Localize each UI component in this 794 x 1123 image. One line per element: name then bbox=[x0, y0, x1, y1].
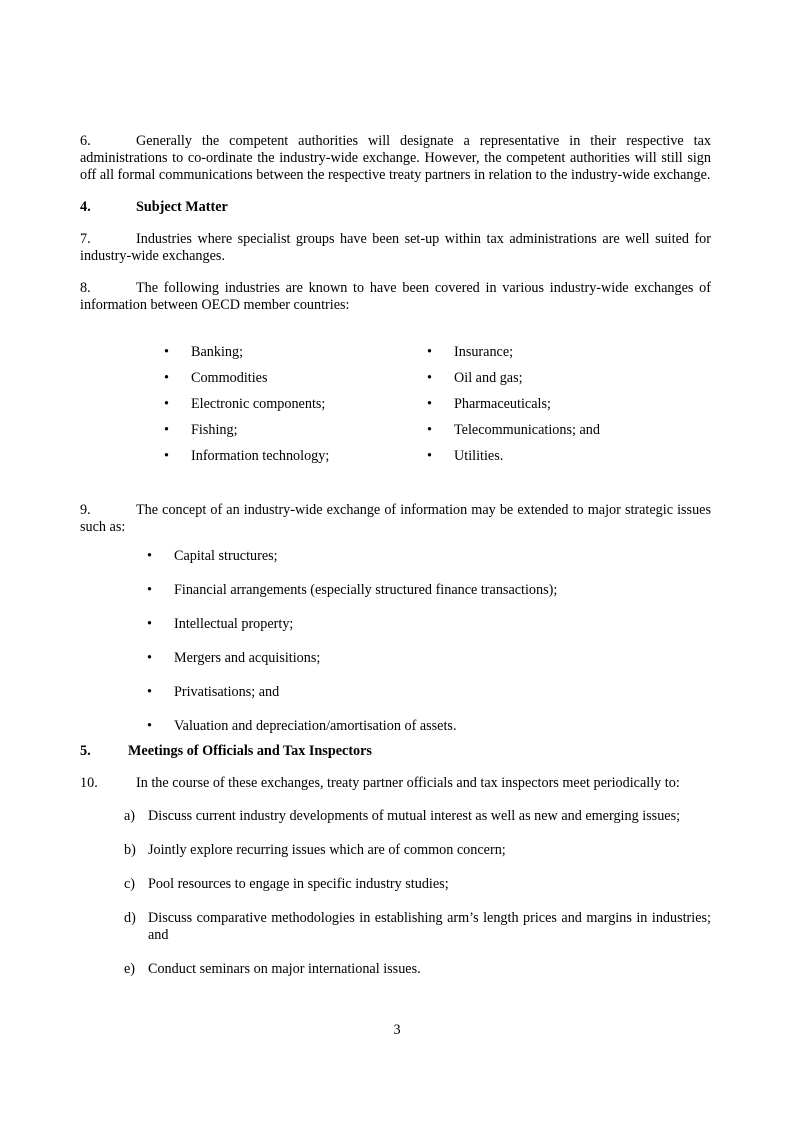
paragraph-8 bbox=[80, 280, 711, 314]
item-letter: c) bbox=[124, 876, 136, 892]
list-item bbox=[124, 961, 711, 978]
paragraph-number: 9. bbox=[80, 502, 91, 518]
bullet-icon: • bbox=[427, 344, 432, 360]
item-text: Discuss current industry developments of mutual interest as well as new and emerging issues; bbox=[148, 808, 681, 824]
bullet-icon: • bbox=[427, 370, 432, 386]
list-item bbox=[147, 548, 711, 582]
item-letter: e) bbox=[124, 961, 136, 977]
list-item bbox=[164, 396, 427, 422]
list-item bbox=[427, 396, 600, 422]
bullet-icon: • bbox=[147, 582, 152, 598]
industry-label: Utilities. bbox=[454, 448, 504, 464]
paragraph-9 bbox=[80, 502, 711, 536]
paragraph-text: In the course of these exchanges, treaty partner officials and tax inspectors meet periodically to: bbox=[136, 775, 680, 791]
list-item bbox=[164, 448, 427, 474]
heading-text: Subject Matter bbox=[136, 199, 228, 215]
list-item bbox=[427, 344, 600, 370]
list-item bbox=[147, 582, 711, 616]
list-item bbox=[124, 910, 711, 944]
bullet-icon: • bbox=[427, 422, 432, 438]
document-page bbox=[80, 133, 711, 995]
meeting-activities-list bbox=[80, 808, 711, 978]
paragraph-6 bbox=[80, 133, 711, 184]
industry-label: Telecommunications; and bbox=[454, 422, 600, 438]
item-letter: b) bbox=[124, 842, 136, 858]
page-number: 3 bbox=[393, 1022, 401, 1038]
issue-label: Intellectual property; bbox=[174, 616, 294, 632]
bullet-icon: • bbox=[147, 650, 152, 666]
industry-label: Insurance; bbox=[454, 344, 514, 360]
item-text: Conduct seminars on major international issues. bbox=[148, 961, 421, 977]
issue-label: Mergers and acquisitions; bbox=[174, 650, 321, 666]
bullet-icon: • bbox=[147, 616, 152, 632]
paragraph-10 bbox=[80, 775, 711, 792]
industry-column-right bbox=[427, 344, 600, 474]
list-item bbox=[164, 344, 427, 370]
item-text: Discuss comparative methodologies in establishing arm’s length prices and margins in industries; and bbox=[148, 910, 711, 943]
bullet-icon: • bbox=[147, 718, 152, 734]
paragraph-number: 6. bbox=[80, 133, 91, 149]
issue-label: Valuation and depreciation/amortisation of assets. bbox=[174, 718, 457, 734]
bullet-icon: • bbox=[164, 370, 169, 386]
bullet-icon: • bbox=[164, 448, 169, 464]
paragraph-text: Generally the competent authorities will designate a representative in their respective tax administrations to co-ordinate the industry-wide exchange. However, the competent authorities will still sign off all formal communications between the respective treaty partners in relation to the industry-wide exchange. bbox=[80, 133, 711, 183]
heading-number: 4. bbox=[80, 199, 91, 215]
list-item bbox=[427, 422, 600, 448]
list-item bbox=[427, 370, 600, 396]
item-text: Jointly explore recurring issues which are of common concern; bbox=[148, 842, 506, 858]
industry-label: Electronic components; bbox=[191, 396, 326, 412]
paragraph-number: 8. bbox=[80, 280, 91, 296]
paragraph-text: Industries where specialist groups have been set-up within tax administrations are well suited for industry-wide exchanges. bbox=[80, 231, 711, 264]
paragraph-number: 10. bbox=[80, 775, 98, 791]
list-item bbox=[147, 616, 711, 650]
section-heading-4 bbox=[80, 199, 711, 216]
industry-label: Information technology; bbox=[191, 448, 330, 464]
paragraph-text: The concept of an industry-wide exchange of information may be extended to major strategic issues such as: bbox=[80, 502, 711, 535]
issue-label: Capital structures; bbox=[174, 548, 278, 564]
bullet-icon: • bbox=[164, 422, 169, 438]
list-item bbox=[427, 448, 600, 474]
list-item bbox=[147, 650, 711, 684]
item-text: Pool resources to engage in specific industry studies; bbox=[148, 876, 449, 892]
industry-label: Oil and gas; bbox=[454, 370, 523, 386]
bullet-icon: • bbox=[147, 548, 152, 564]
issue-label: Financial arrangements (especially structured finance transactions); bbox=[174, 582, 558, 598]
bullet-icon: • bbox=[427, 396, 432, 412]
issue-label: Privatisations; and bbox=[174, 684, 280, 700]
industry-label: Pharmaceuticals; bbox=[454, 396, 551, 412]
paragraph-number: 7. bbox=[80, 231, 91, 247]
list-item bbox=[164, 422, 427, 448]
industry-label: Fishing; bbox=[191, 422, 238, 438]
heading-text: Meetings of Officials and Tax Inspectors bbox=[128, 743, 372, 759]
list-item bbox=[147, 718, 711, 752]
strategic-issues-list bbox=[80, 548, 711, 752]
paragraph-7 bbox=[80, 231, 711, 265]
paragraph-text: The following industries are known to have been covered in various industry-wide exchanges of information between OECD member countries: bbox=[80, 280, 711, 313]
industry-label: Banking; bbox=[191, 344, 244, 360]
industry-column-left bbox=[80, 344, 427, 474]
list-item bbox=[164, 370, 427, 396]
bullet-icon: • bbox=[164, 396, 169, 412]
list-item bbox=[147, 684, 711, 718]
bullet-icon: • bbox=[427, 448, 432, 464]
list-item bbox=[124, 842, 711, 859]
industry-label: Commodities bbox=[191, 370, 268, 386]
industry-list bbox=[80, 344, 711, 474]
list-item bbox=[124, 808, 711, 825]
item-letter: a) bbox=[124, 808, 136, 824]
list-item bbox=[124, 876, 711, 893]
item-letter: d) bbox=[124, 910, 136, 926]
bullet-icon: • bbox=[164, 344, 169, 360]
bullet-icon: • bbox=[147, 684, 152, 700]
heading-number: 5. bbox=[80, 743, 91, 759]
